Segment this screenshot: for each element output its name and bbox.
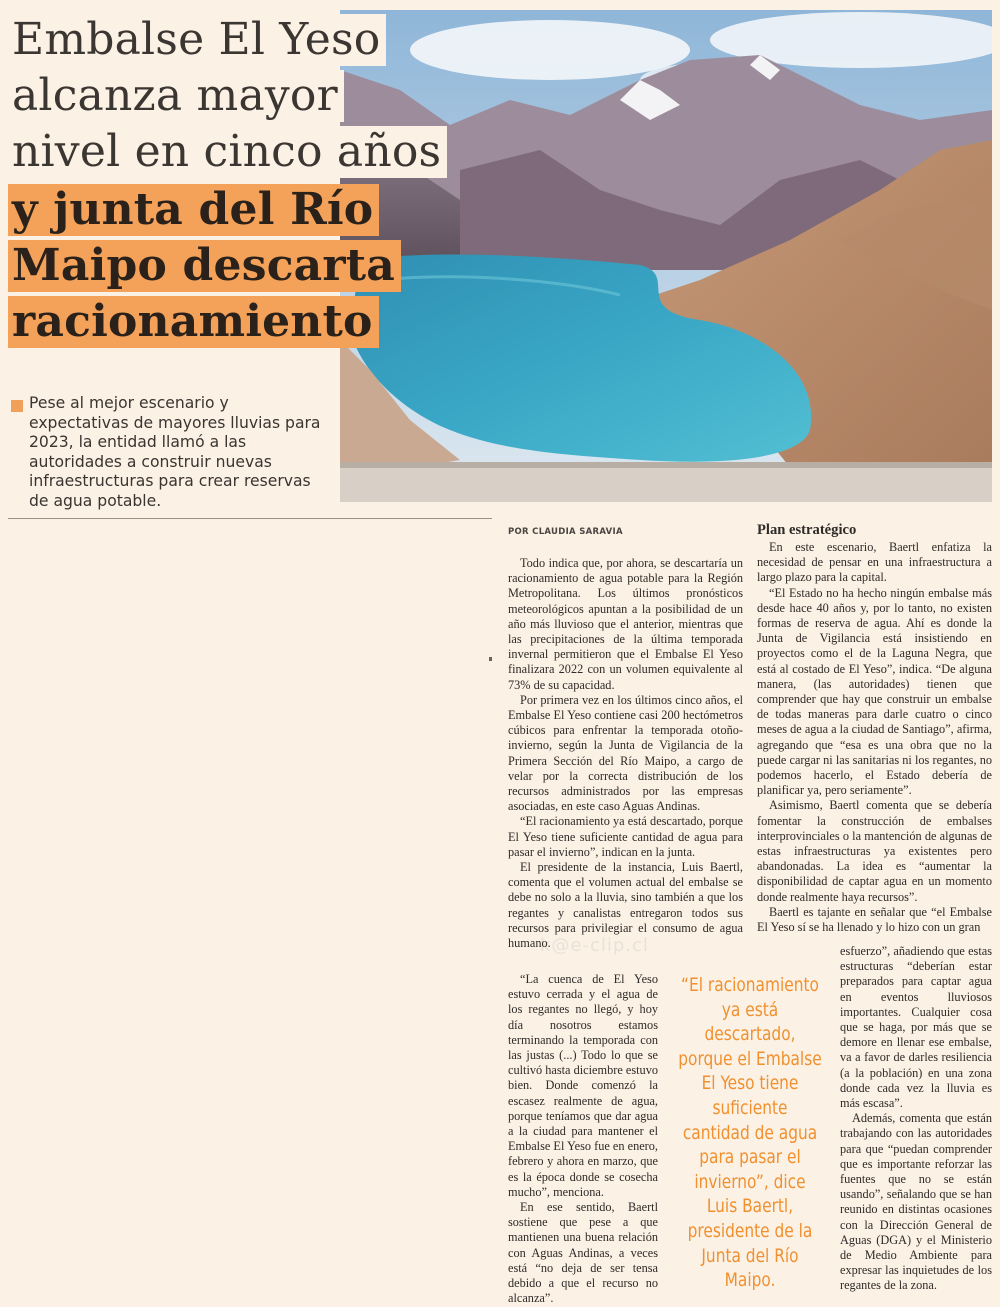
- paragraph: Por primera vez en los últimos cinco años, el Embalse El Yeso contiene casi 200 hectómetros cúbicos para enfrentar la temporada otoño-invierno, según la Junta de Vigilancia de la Primera Sección del Río Maipo, a cargo de velar por la correcta distribución de los recursos administrados por las empresas asociadas, en este caso Aguas Andinas.: [508, 692, 743, 814]
- paragraph: El presidente de la instancia, Luis Baertl, comenta que el volumen actual del embalse se debe no solo a la lluvia, sino también a que los regantes y canalistas entregaron todos sus recursos para privilegiar el consumo de agua humano.: [508, 860, 743, 951]
- paragraph: Asimismo, Baertl comenta que se debería fomentar la construcción de embalses interprovinciales o la mantención de algunas de estas infraestructuras ya existentes pero abandonadas. La idea es “aumentar la disponibilidad de captar agua en un momento donde realmente haya recursos”.: [757, 798, 992, 904]
- paragraph: En ese sentido, Baertl sostiene que pese a que mantienen una buena relación con Aguas Andinas, a veces está “no deja de ser tensa debido a que el recurso no alcanza”.: [508, 1200, 658, 1306]
- reservoir-photo: [340, 10, 992, 502]
- headline-line-1: Embalse El Yeso: [8, 14, 386, 66]
- column-2-narrow: [840, 944, 992, 1294]
- paragraph: Todo indica que, por ahora, se descartaría un racionamiento de agua potable para la Región Metropolitana. Los últimos pronósticos meteorológicos apuntan a la posibilidad de un año más lluvioso que el anterior, mientras que las precipitaciones de la última temporada invernal permitieron que el Embalse El Yeso finalizara 2022 con un volumen equivalente al 73% de su capacidad.: [508, 556, 743, 692]
- paragraph: “La cuenca de El Yeso estuvo cerrada y el agua de los regantes no llegó, y hoy día nosotros estamos terminando la temporada con las justas (...) Todo lo que se cultivó hasta diciembre estuvo bien. Donde comenzó la escasez realmente de agua, porque teníamos que dar agua a la ciudad para mantener el Embalse El Yeso fue en enero, febrero y ahora en marzo, que es la época donde se cosecha mucho”, menciona.: [508, 972, 658, 1199]
- paragraph: En este escenario, Baertl enfatiza la necesidad de pensar en una infraestructura a largo plazo para la capital.: [757, 540, 992, 585]
- divider-mark: [489, 657, 492, 661]
- column-1: [508, 556, 743, 951]
- paragraph: Además, comenta que están trabajando con las autoridades para que “puedan comprender que es importante reforzar las fuentes que no se están usando”, señalando que se han reunido en distintas ocasiones con la Dirección General de Aguas (DGA) y el Ministerio de Medio Ambiente para expresar las inquietudes de los regantes de la zona.: [840, 1111, 992, 1293]
- headline-line-2: alcanza mayor: [8, 70, 344, 122]
- watermark: k@e-clip.cl: [540, 935, 649, 956]
- headline-line-6: racionamiento: [8, 296, 379, 348]
- column-2: [757, 540, 992, 935]
- paragraph: “El Estado no ha hecho ningún embalse más desde hace 40 años y, por lo tanto, no existen formas de reserva de agua. Ahí es donde la Junta de Vigilancia está insistiendo en proyectos como el de la Laguna Negra, que está al costado de El Yeso”, indica. “De alguna manera, (las autoridades) tienen que comprender que hay que construir un embalse de todas maneras para darle cuatro o cinco meses de agua a la ciudad de Santiago”, afirma, agregando que “esa es una obra que no la puede cargar ni las sanitarias ni los regantes, no podemos hacerlo, el Estado debería de planificar ya, pero seriamente”.: [757, 585, 992, 798]
- headline-line-3: nivel en cinco años: [8, 126, 447, 178]
- bullet-square-icon: [11, 400, 23, 412]
- paragraph: Baertl es tajante en señalar que “el Embalse El Yeso sí se ha llenado y lo hizo con un gran: [757, 904, 992, 935]
- lead-text: Pese al mejor escenario y expectativas de mayores lluvias para 2023, la entidad llamó a las autoridades a construir nuevas infraestructuras para crear reservas de agua potable.: [29, 394, 321, 510]
- headline-line-5: Maipo descarta: [8, 240, 401, 292]
- byline: POR CLAUDIA SARAVIA: [508, 527, 623, 537]
- headline-line-4: y junta del Río: [8, 184, 379, 236]
- paragraph: “El racionamiento ya está descartado, porque El Yeso tiene suficiente cantidad de agua para pasar el invierno”, indican en la junta.: [508, 814, 743, 859]
- column-1-narrow: [508, 972, 658, 1306]
- lead-box: [8, 391, 338, 510]
- pull-quote: “El racionamiento ya está descartado, porque el Embalse El Yeso tiene suficiente cantidad de agua para pasar el invierno”, dice Luis Baertl, presidente de la Junta del Río Maipo.: [678, 975, 822, 1292]
- section-subhead: Plan estratégico: [757, 522, 857, 538]
- divider: [8, 518, 492, 519]
- paragraph: esfuerzo”, añadiendo que estas estructuras “deberían estar preparados para captar agua en eventos lluviosos importantes. Cualquier cosa que se haga, por más que se demore en llenar ese embalse, va a favor de darles resiliencia (a la población) en una zona donde cada vez la lluvia es más escasa”.: [840, 944, 992, 1111]
